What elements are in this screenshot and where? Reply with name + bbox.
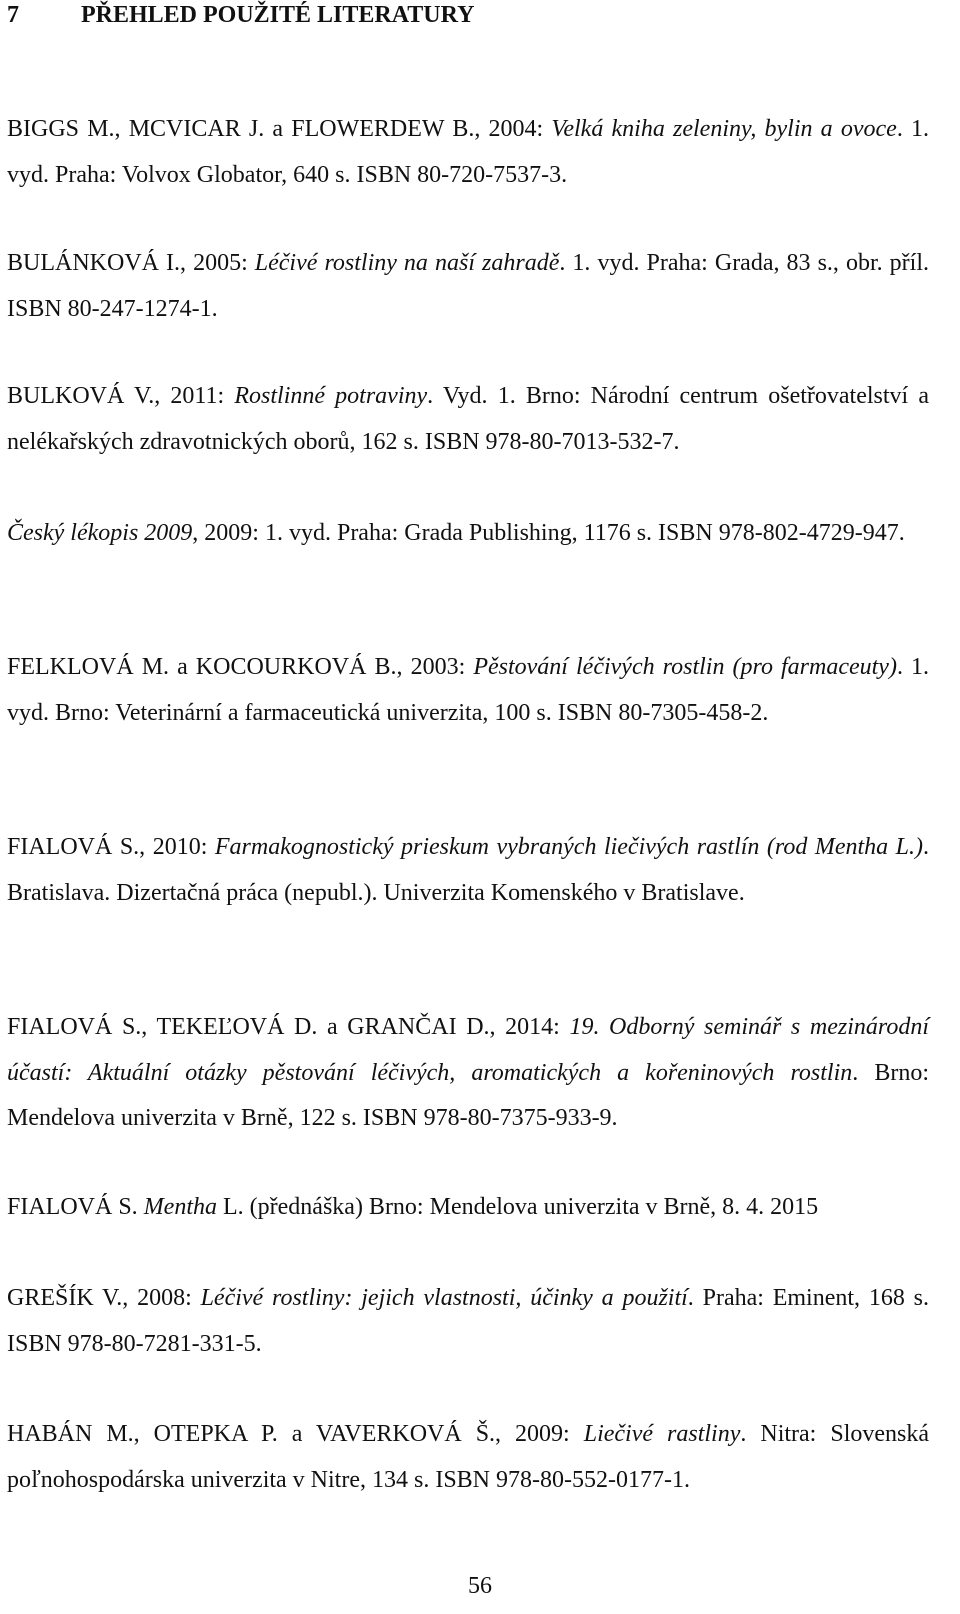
reference-entry <box>7 645 929 736</box>
reference-title: Rostlinné potraviny <box>234 383 428 409</box>
page-number: 56 <box>468 1573 492 1599</box>
reference-entry <box>7 511 929 557</box>
reference-entry <box>7 1412 929 1503</box>
reference-entry <box>7 1185 929 1231</box>
reference-entry <box>7 107 929 198</box>
reference-title: Český lékopis 2009 <box>7 520 193 546</box>
reference-text: . 1. vyd. Brno: Veterinární a farmaceutická univerzita, 100 s. ISBN 80-7305-458-2. <box>7 654 930 726</box>
reference-text: . 1. vyd. Praha: Grada, 83 s., obr. příl. ISBN 80-247-1274-1. <box>7 250 929 322</box>
reference-title: Farmakognostický prieskum vybraných liečivých rastlín (rod Mentha L.) <box>214 834 924 860</box>
reference-text: BIGGS M., MCVICAR J. a FLOWERDEW B., 2004: <box>7 116 552 142</box>
reference-text: FIALOVÁ S., 2010: <box>7 834 215 860</box>
chapter-title: PŘEHLED POUŽITÉ LITERATURY <box>81 2 475 28</box>
reference-text: BULKOVÁ V., 2011: <box>7 383 235 409</box>
reference-text: . Brno: Mendelova univerzita v Brně, 122 s. ISBN 978-80-7375-933-9. <box>7 1059 929 1131</box>
chapter-number: 7 <box>7 2 19 28</box>
reference-text: FIALOVÁ S., TEKEĽOVÁ D. a GRANČAI D., 2014: <box>7 1014 570 1040</box>
reference-title: Léčivé rostliny: jejich vlastnosti, účinky a použití <box>200 1285 688 1311</box>
reference-title: 19. Odborný seminář s mezinárodní účastí: Aktuální otázky pěstování léčivých, aromatických a kořeninových rostlin <box>7 1014 929 1086</box>
reference-entry <box>7 241 929 332</box>
reference-entry <box>7 1276 929 1367</box>
reference-text: . Praha: Eminent, 168 s. ISBN 978-80-7281-331-5. <box>7 1285 930 1357</box>
reference-text: . 1. vyd. Praha: Volvox Globator, 640 s. ISBN 80-720-7537-3. <box>7 116 929 188</box>
reference-text: . Vyd. 1. Brno: Národní centrum ošetřovatelství a nelékařských zdravotnických oborů, 162 s. ISBN 978-80-7013-532-7. <box>7 383 929 455</box>
reference-text: . Nitra: Slovenská poľnohospodárska univerzita v Nitre, 134 s. ISBN 978-80-552-0177-1. <box>7 1421 930 1493</box>
reference-text: FIALOVÁ S. <box>7 1194 144 1220</box>
reference-title: Pěstování léčivých rostlin (pro farmaceuty) <box>473 654 897 680</box>
reference-text: GREŠÍK V., 2008: <box>7 1285 201 1311</box>
reference-text: BULÁNKOVÁ I., 2005: <box>7 250 255 276</box>
reference-title: Liečivé rastliny <box>583 1421 741 1447</box>
chapter-heading <box>7 2 474 29</box>
reference-title: Léčivé rostliny na naší zahradě <box>254 250 560 276</box>
reference-entry <box>7 1005 929 1142</box>
reference-text: L. (přednáška) Brno: Mendelova univerzita v Brně, 8. 4. 2015 <box>217 1194 819 1220</box>
reference-title: Velká kniha zeleniny, bylin a ovoce <box>551 116 897 142</box>
reference-text: HABÁN M., OTEPKA P. a VAVERKOVÁ Š., 2009: <box>7 1421 584 1447</box>
reference-entry <box>7 825 929 916</box>
reference-text: . Bratislava. Dizertačná práca (nepubl.). Univerzita Komenského v Bratislave. <box>7 834 930 906</box>
reference-text: FELKLOVÁ M. a KOCOURKOVÁ B., 2003: <box>7 654 474 680</box>
reference-text: , 2009: 1. vyd. Praha: Grada Publishing, 1176 s. ISBN 978-802-4729-947. <box>192 520 905 546</box>
reference-entry <box>7 374 929 465</box>
reference-title: Mentha <box>143 1194 217 1220</box>
